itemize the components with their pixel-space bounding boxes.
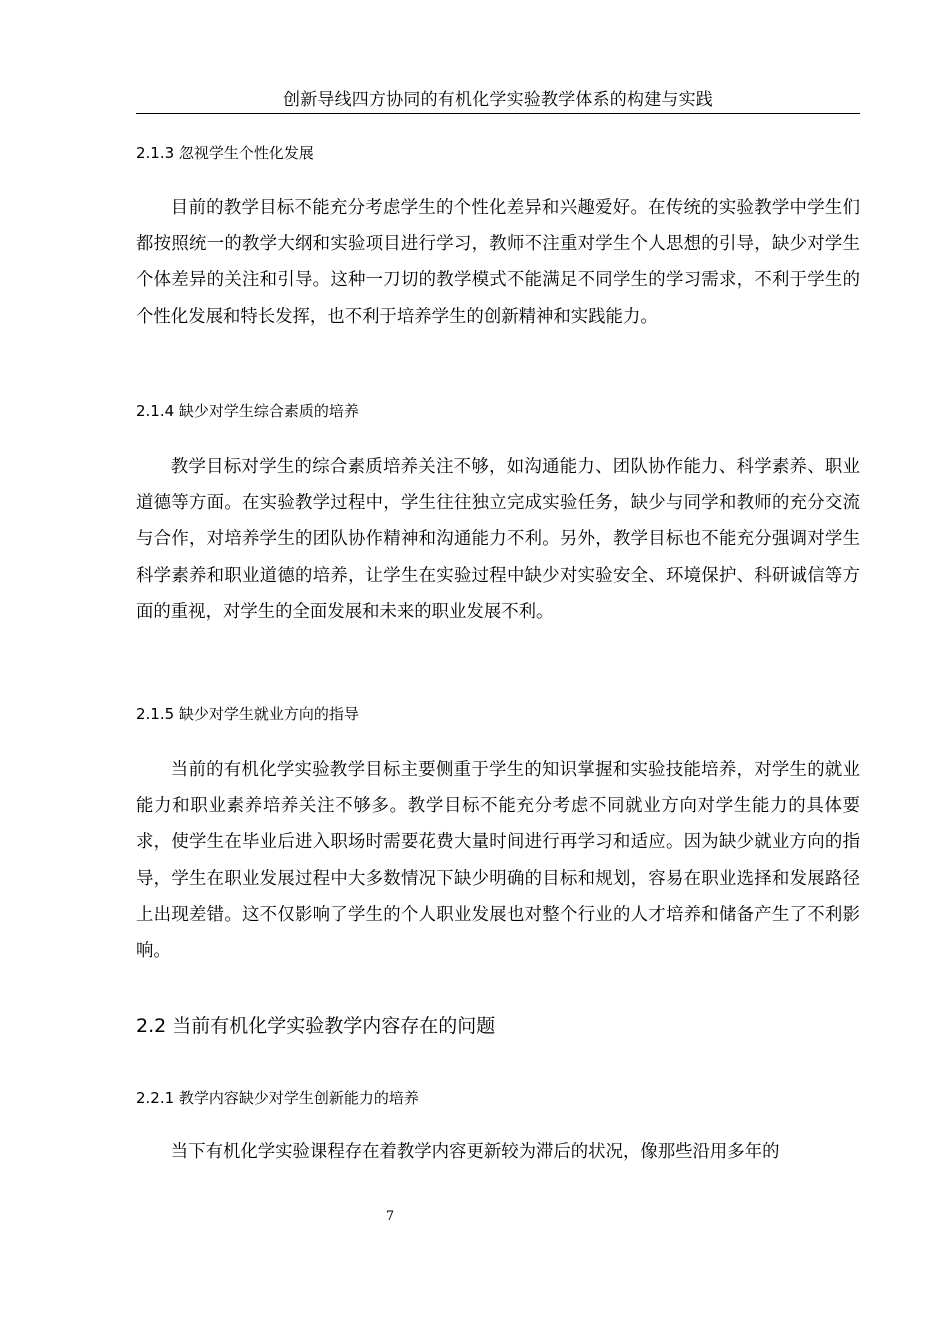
section-heading-2-1-4: 2.1.4 缺少对学生综合素质的培养 (136, 402, 359, 420)
running-header-title: 创新导线四方协同的有机化学实验教学体系的构建与实践 (283, 90, 713, 110)
section-paragraph-2-1-4: 教学目标对学生的综合素质培养关注不够，如沟通能力、团队协作能力、科学素养、职业道德等方面。在实验教学过程中，学生往往独立完成实验任务，缺少与同学和教师的充分交流与合作，对培养学生的团队协作精神和沟通能力不利。另外，教学目标也不能充分强调对学生科学素养和职业道德的培养，让学生在实验过程中缺少对实验安全、环境保护、科研诚信等方面的重视，对学生的全面发展和未来的职业发展不利。 (136, 457, 860, 622)
section-paragraph-2-1-5: 当前的有机化学实验教学目标主要侧重于学生的知识掌握和实验技能培养，对学生的就业能力和职业素养培养关注不够多。教学目标不能充分考虑不同就业方向对学生能力的具体要求，使学生在毕业后进入职场时需要花费大量时间进行再学习和适应。因为缺少就业方向的指导，学生在职业发展过程中大多数情况下缺少明确的目标和规划，容易在职业选择和发展路径上出现差错。这不仅影响了学生的个人职业发展也对整个行业的人才培养和储备产生了不利影响。 (136, 760, 860, 962)
section-heading-2-1-3: 2.1.3 忽视学生个性化发展 (136, 144, 314, 162)
header-rule (136, 113, 860, 114)
section-paragraph-2-1-3: 目前的教学目标不能充分考虑学生的个性化差异和兴趣爱好。在传统的实验教学中学生们都按照统一的教学大纲和实验项目进行学习，教师不注重对学生个人思想的引导，缺少对学生个体差异的关注和引导。这种一刀切的教学模式不能满足不同学生的学习需求，不利于学生的个性化发展和特长发挥，也不利于培养学生的创新精神和实践能力。 (136, 198, 860, 327)
section-heading-2-1-5: 2.1.5 缺少对学生就业方向的指导 (136, 705, 359, 723)
section-heading-2-2-1: 2.2.1 教学内容缺少对学生创新能力的培养 (136, 1089, 419, 1107)
section-paragraph-2-2-1: 当下有机化学实验课程存在着教学内容更新较为滞后的状况，像那些沿用多年的 (170, 1142, 780, 1162)
page-number: 7 (385, 1209, 395, 1224)
section-heading-2-2: 2.2 当前有机化学实验教学内容存在的问题 (136, 1015, 496, 1037)
